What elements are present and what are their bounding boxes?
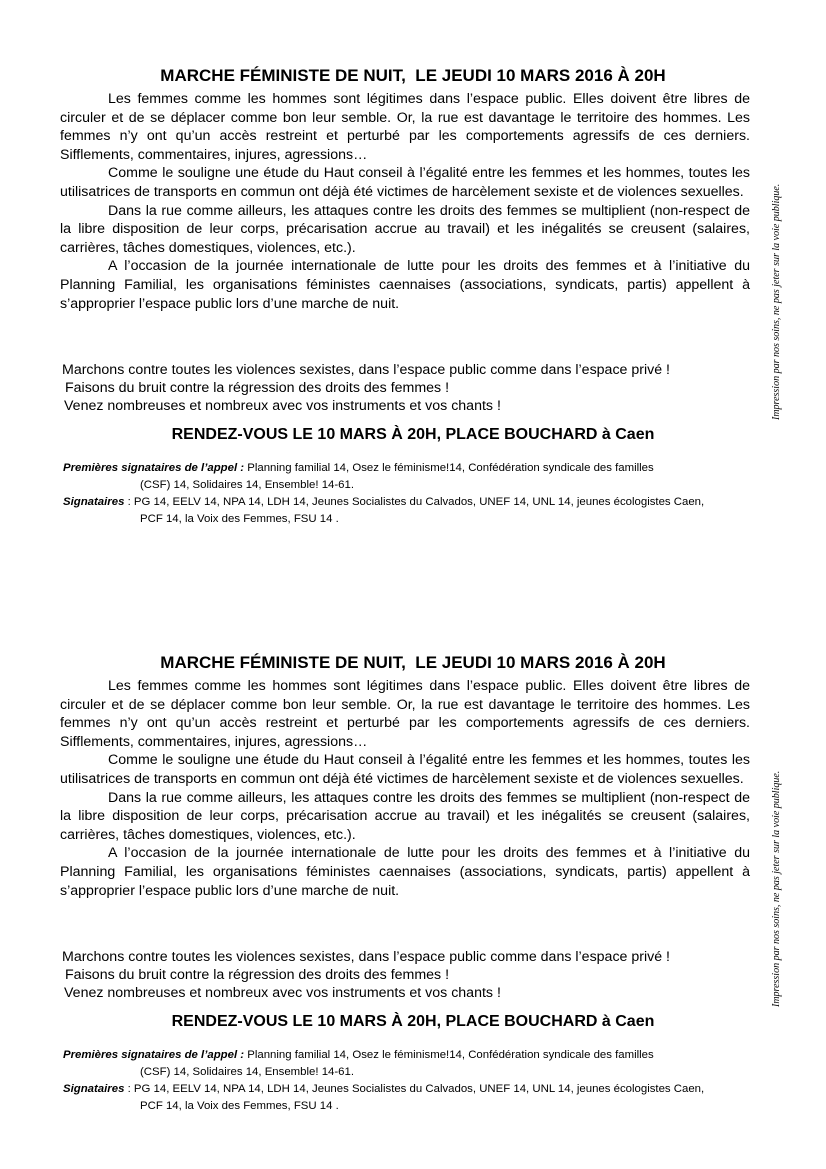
signers-list-cont: PCF 14, la Voix des Femmes, FSU 14 .: [140, 1100, 339, 1112]
slogan-line: Faisons du bruit contre la régression des droits des femmes !: [65, 967, 450, 983]
first-signers-label: Premières signataires de l’appel :: [63, 1049, 245, 1061]
first-signers-list: Planning familial 14, Osez le féminisme!14, Confédération syndicale des familles: [244, 1049, 654, 1061]
rendezvous-heading: RENDEZ-VOUS LE 10 MARS À 20H, PLACE BOUCHARD à Caen: [171, 1013, 655, 1030]
signers-list: : PG 14, EELV 14, NPA 14, LDH 14, Jeunes Socialistes du Calvados, UNEF 14, UNL 14, jeunes écologistes Caen,: [124, 496, 705, 508]
signers-label: Signataires: [63, 1083, 125, 1095]
signers-list: : PG 14, EELV 14, NPA 14, LDH 14, Jeunes Socialistes du Calvados, UNEF 14, UNL 14, jeunes écologistes Caen,: [124, 1083, 705, 1095]
slogan-line: Marchons contre toutes les violences sexistes, dans l’espace public comme dans l’espace privé !: [62, 949, 670, 965]
flyer-top: [0, 0, 826, 560]
first-signers-row: [63, 1047, 783, 1064]
signers-row: [63, 494, 783, 511]
slogan-line: Marchons contre toutes les violences sexistes, dans l’espace public comme dans l’espace privé !: [62, 362, 670, 378]
slogan-line: Faisons du bruit contre la régression des droits des femmes !: [65, 380, 450, 396]
first-signers-label: Premières signataires de l’appel :: [63, 462, 245, 474]
paragraph-attacks: Dans la rue comme ailleurs, les attaques contre les droits des femmes se multiplient (non-respect de la libre disposition de leur corps, précarisation accrue au travail) et les inégalités se creusent (salaires, carrières, tâches domestiques, violences, etc.).: [60, 789, 750, 843]
print-notice-text: Impression par nos soins, ne pas jeter sur la voie publique.: [771, 770, 782, 1007]
signatories: [63, 1047, 783, 1115]
paragraph-call: A l’occasion de la journée internationale de lutte pour les droits des femmes et à l’initiative du Planning Familial, les organisations féministes caennaises (associations, syndicats, partis) appellent à s’approprier l’espace public lors d’une marche de nuit.: [60, 845, 750, 899]
flyer-title: MARCHE FÉMINISTE DE NUIT, LE JEUDI 10 MARS 2016 À 20H: [160, 66, 666, 85]
signers-label: Signataires: [63, 496, 125, 508]
flyer-title: MARCHE FÉMINISTE DE NUIT, LE JEUDI 10 MARS 2016 À 20H: [160, 653, 666, 672]
paragraph-study: Comme le souligne une étude du Haut conseil à l’égalité entre les femmes et les hommes, toutes les utilisatrices de transports en commun ont déjà été victimes de harcèlement sexiste et de violences sexuelles.: [60, 752, 750, 787]
paragraph-study: Comme le souligne une étude du Haut conseil à l’égalité entre les femmes et les hommes, toutes les utilisatrices de transports en commun ont déjà été victimes de harcèlement sexiste et de violences sexuelles.: [60, 165, 750, 200]
signers-list-cont: PCF 14, la Voix des Femmes, FSU 14 .: [140, 513, 339, 525]
slogan-line: Venez nombreuses et nombreux avec vos instruments et vos chants !: [64, 398, 501, 414]
paragraph-attacks: Dans la rue comme ailleurs, les attaques contre les droits des femmes se multiplient (non-respect de la libre disposition de leur corps, précarisation accrue au travail) et les inégalités se creusent (salaires, carrières, tâches domestiques, violences, etc.).: [60, 202, 750, 256]
flyer-bottom: [0, 587, 826, 1147]
print-notice-text: Impression par nos soins, ne pas jeter sur la voie publique.: [771, 183, 782, 420]
flyer-body: [60, 90, 750, 313]
signers-row: [63, 1081, 783, 1098]
first-signers-row: [63, 460, 783, 477]
print-notice: [771, 707, 782, 1007]
flyer-body: [60, 677, 750, 900]
slogans: [62, 361, 752, 415]
paragraph-call: A l’occasion de la journée internationale de lutte pour les droits des femmes et à l’initiative du Planning Familial, les organisations féministes caennaises (associations, syndicats, partis) appellent à s’approprier l’espace public lors d’une marche de nuit.: [60, 258, 750, 312]
paragraph-public-space: Les femmes comme les hommes sont légitimes dans l’espace public. Elles doivent être libres de circuler et de se déplacer comme bon leur semble. Or, la rue est davantage le territoire des hommes. Les femmes n’y ont qu’un accès restreint et perturbé par les comportements agressifs de ces derniers. Sifflements, commentaires, injures, agressions…: [60, 91, 750, 163]
paragraph-public-space: Les femmes comme les hommes sont légitimes dans l’espace public. Elles doivent être libres de circuler et de se déplacer comme bon leur semble. Or, la rue est davantage le territoire des hommes. Les femmes n’y ont qu’un accès restreint et perturbé par les comportements agressifs de ces derniers. Sifflements, commentaires, injures, agressions…: [60, 678, 750, 750]
first-signers-list-cont: (CSF) 14, Solidaires 14, Ensemble! 14-61.: [140, 479, 354, 491]
signatories: [63, 460, 783, 528]
first-signers-list: Planning familial 14, Osez le féminisme!14, Confédération syndicale des familles: [244, 462, 654, 474]
rendezvous-heading: RENDEZ-VOUS LE 10 MARS À 20H, PLACE BOUCHARD à Caen: [171, 426, 655, 443]
slogans: [62, 948, 752, 1002]
slogan-line: Venez nombreuses et nombreux avec vos instruments et vos chants !: [64, 985, 501, 1001]
first-signers-list-cont: (CSF) 14, Solidaires 14, Ensemble! 14-61.: [140, 1066, 354, 1078]
print-notice: [771, 120, 782, 420]
